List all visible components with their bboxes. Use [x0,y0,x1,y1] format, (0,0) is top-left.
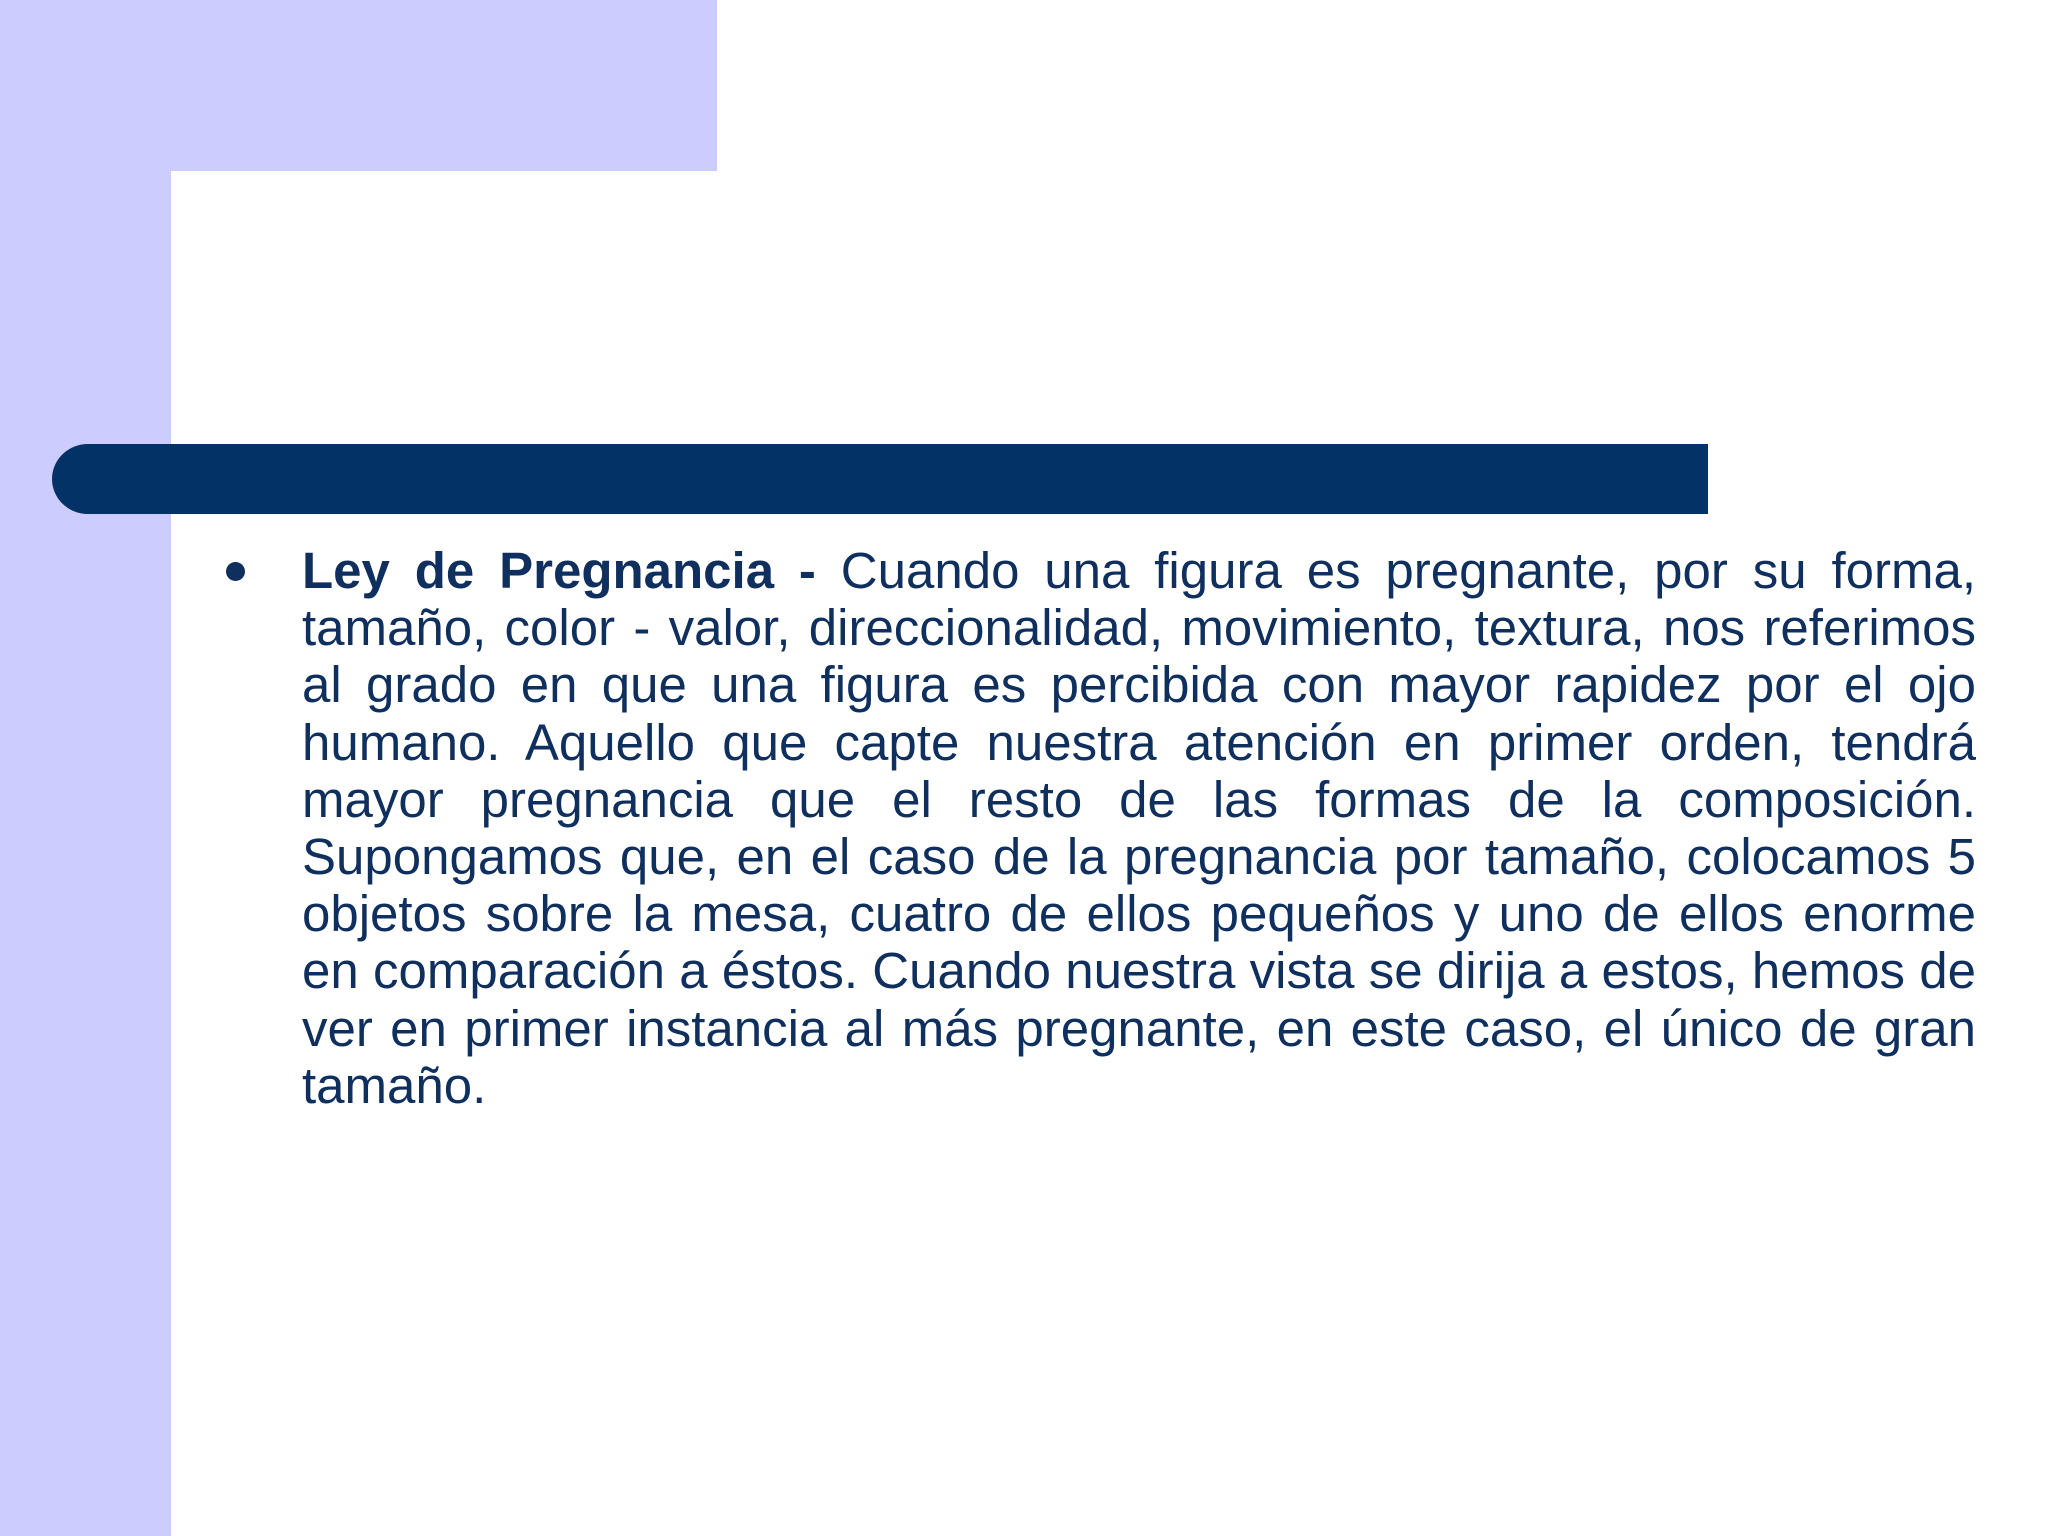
bullet-dot-icon [226,562,245,581]
title-bar [52,444,1708,514]
slide-body [226,542,1976,1182]
body-text: Cuando una figura es pregnante, por su forma, tamaño, color - valor, direccionalidad, movimiento, textura, nos referimos al grado en que una figura es percibida con mayor rapidez por el ojo humano. Aquello que capte nuestra atención en primer orden, tendrá mayor pregnancia que el resto de las formas de la composición. Supongamos que, en el caso de la pregnancia por tamaño, colocamos 5 objetos sobre la mesa, cuatro de ellos pequeños y uno de ellos enorme en comparación a éstos. Cuando nuestra vista se dirija a estos, hemos de ver en primer instancia al más pregnante, en este caso, el único de gran tamaño. [302,542,1977,1114]
body-paragraph [302,542,1976,1114]
background-accent-top [0,0,717,171]
body-term: Ley de Pregnancia - [302,542,816,599]
background-accent-left [0,0,171,1536]
